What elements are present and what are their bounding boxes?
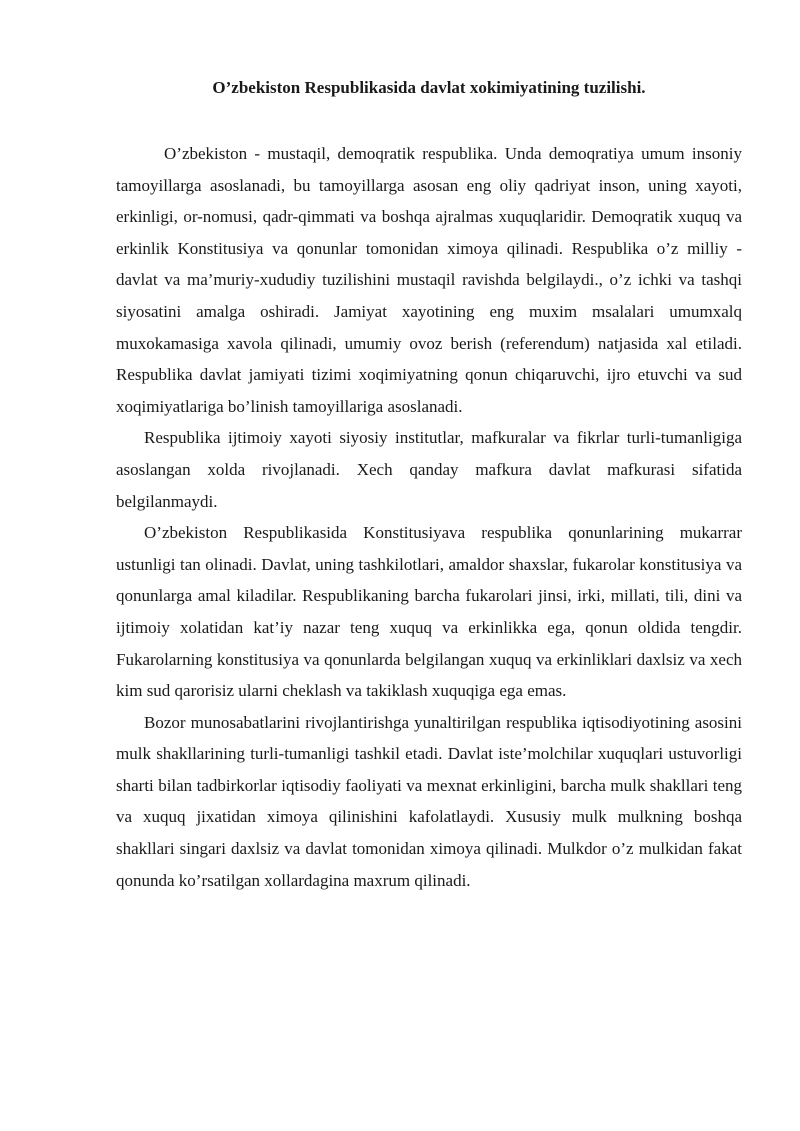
paragraph-2: Respublika ijtimoiy xayoti siyosiy institutlar, mafkuralar va fikrlar turli-tumanligiga asoslangan xolda rivojlanadi. Xech qanday mafkura davlat mafkurasi sifatida belgilanmaydi. [116, 428, 742, 511]
paragraph-3: O’zbekiston Respublikasida Konstitusiyava respublika qonunlarining mukarrar ustunligi tan olinadi. Davlat, uning tashkilotlari, amaldor shaxslar, fukarolar konstitusiya va qonunlarga amal kiladilar. Respublikaning barcha fukarolari jinsi, irki, millati, tili, dini va ijtimoiy xolatidan kat’iy nazar teng xuquq va erkinlikka ega, qonun oldida tengdir. Fukarolarning konstitusiya va qonunlarda belgilangan xuquq va erkinliklari daxlsiz va xech kim sud qarorisiz ularni cheklash va takiklash xuquqiga ega emas. [116, 523, 742, 701]
document-body [116, 138, 742, 896]
document-title: O’zbekiston Respublikasida davlat xokimiyatining tuzilishi. [212, 78, 646, 97]
paragraph-1: O’zbekiston - mustaqil, demoqratik respublika. Unda demoqratiya umum insoniy tamoyillarga asoslanadi, bu tamoyillarga asosan eng oliy qadriyat inson, uning xayoti, erkinligi, or-nomusi, qadr-qimmati va boshqa ajralmas xuquqlaridir. Demoqratik xuquq va erkinlik Konstitusiya va qonunlar tomonidan ximoya qilinadi. Respublika o’z milliy - davlat va ma’muriy-xududiy tuzilishini mustaqil ravishda belgilaydi., o’z ichki va tashqi siyosatini amalga oshiradi. Jamiyat xayotining eng muxim msalalari umumxalq muxokamasiga xavola qilinadi, umumiy ovoz berish (referendum) natjasida xal etiladi. Respublika davlat jamiyati tizimi xoqimiyatning qonun chiqaruvchi, ijro etuvchi va sud xoqimiyatlariga bo’linish tamoyillariga asoslanadi. [116, 144, 742, 416]
paragraph-4: Bozor munosabatlarini rivojlantirishga yunaltirilgan respublika iqtisodiyotining asosini mulk shakllarining turli-tumanligi tashkil etadi. Davlat iste’molchilar xuquqlari ustuvorligi sharti bilan tadbirkorlar iqtisodiy faoliyati va mexnat erkinligini, barcha mulk shakllari teng va xuquq jixatidan ximoya qilinishini kafolatlaydi. Xususiy mulk mulkning boshqa shakllari singari daxlsiz va davlat tomonidan ximoya qilinadi. Mulkdor o’z mulkidan fakat qonunda ko’rsatilgan xollardagina maxrum qilinadi. [116, 712, 742, 890]
